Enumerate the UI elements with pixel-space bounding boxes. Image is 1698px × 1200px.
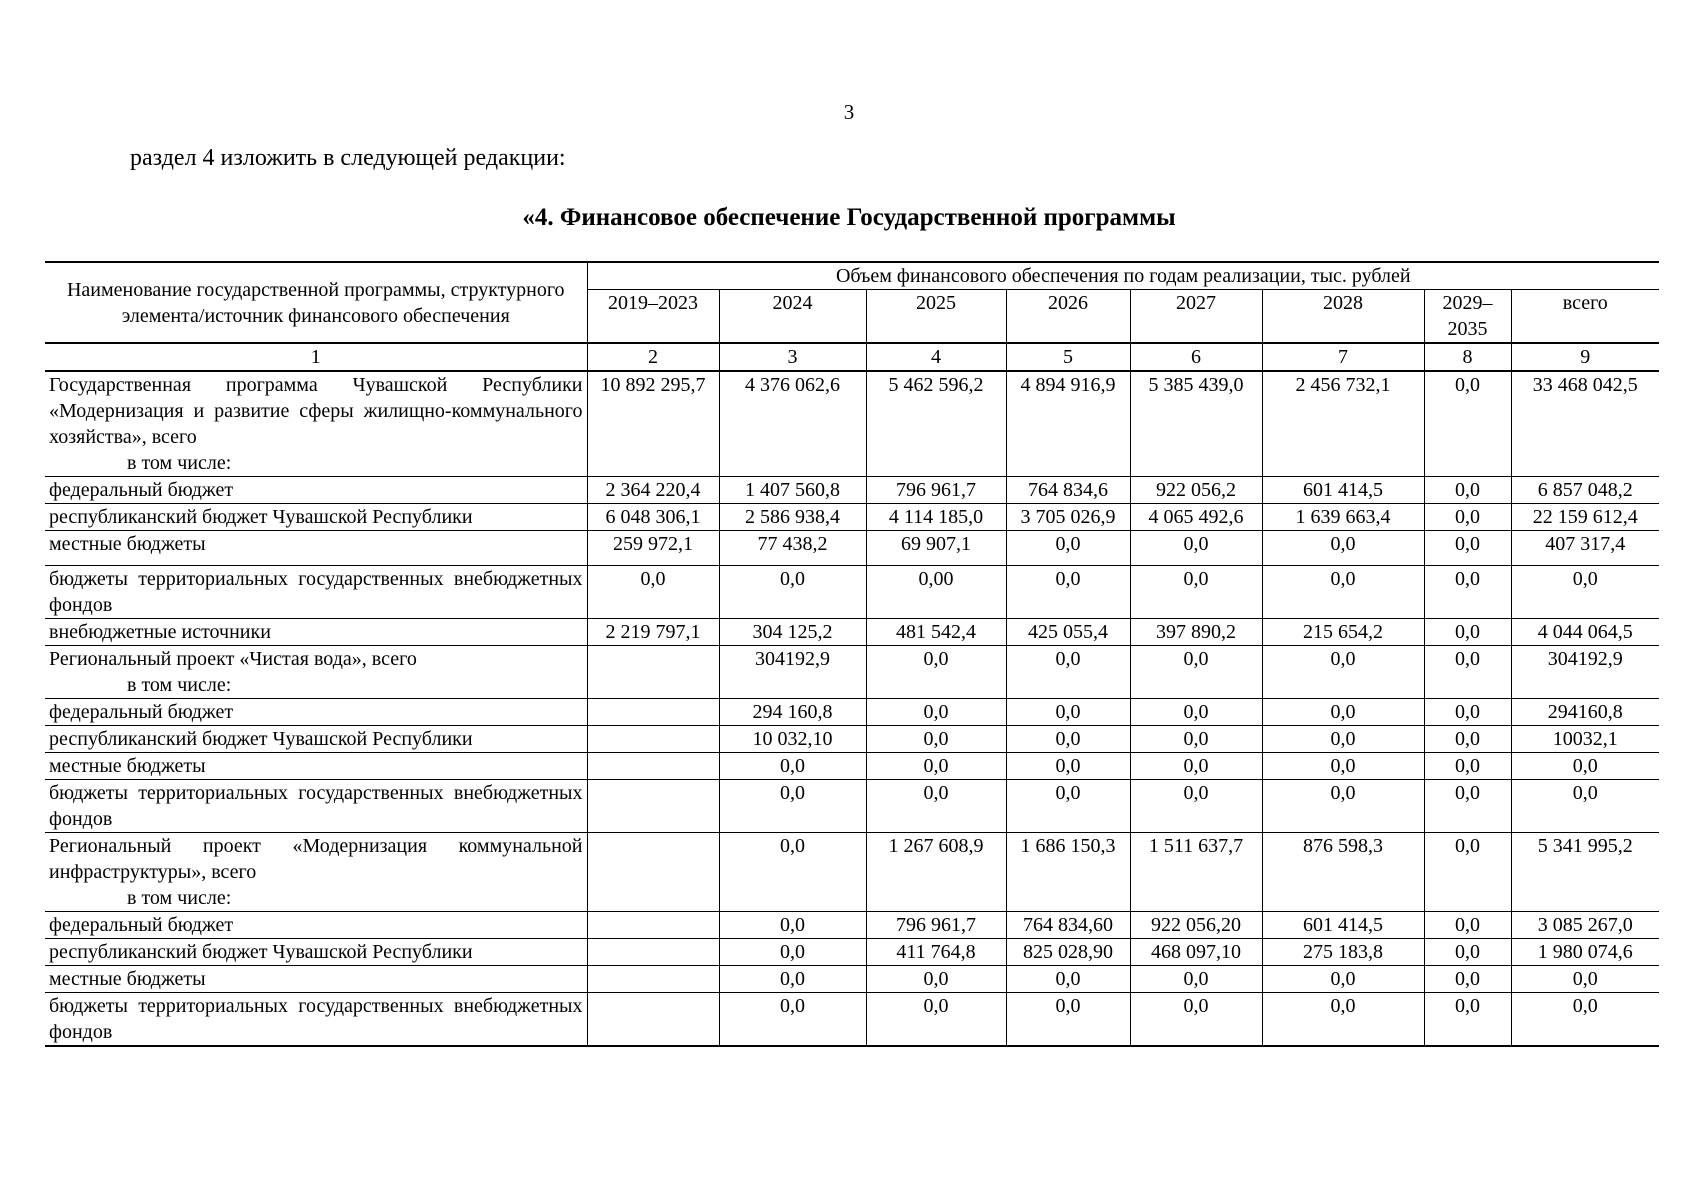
section-value-cell: 5 462 596,2 <box>866 371 1006 477</box>
section-subtitle: в том числе: <box>127 887 232 909</box>
row-value-cell: 0,00 <box>866 566 1006 619</box>
row-value-cell: 0,0 <box>719 780 866 833</box>
section-value-cell <box>587 833 719 912</box>
row-value-cell: 0,0 <box>1006 566 1130 619</box>
row-value-cell: 0,0 <box>1130 726 1262 753</box>
section-value-cell: 2 456 732,1 <box>1262 371 1424 477</box>
row-value-cell: 1 980 074,6 <box>1511 939 1659 966</box>
row-value-cell: 0,0 <box>719 939 866 966</box>
section-value-cell: 0,0 <box>719 833 866 912</box>
row-value-cell: 22 159 612,4 <box>1511 504 1659 531</box>
section-subtitle: в том числе: <box>127 452 232 474</box>
row-value-cell: 0,0 <box>1262 993 1424 1047</box>
row-value-cell <box>587 993 719 1047</box>
row-value-cell: 0,0 <box>1006 966 1130 993</box>
row-value-cell: 2 586 938,4 <box>719 504 866 531</box>
row-label: внебюджетные источники <box>45 619 587 646</box>
table-row <box>45 699 1659 726</box>
row-value-cell: 796 961,7 <box>866 912 1006 939</box>
row-value-cell: 0,0 <box>1130 531 1262 566</box>
row-value-cell: 0,0 <box>1006 531 1130 566</box>
row-value-cell: 407 317,4 <box>1511 531 1659 566</box>
row-value-cell: 2 364 220,4 <box>587 477 719 504</box>
row-value-cell: 0,0 <box>1424 504 1511 531</box>
row-value-cell: 0,0 <box>1130 699 1262 726</box>
row-value-cell: 0,0 <box>866 753 1006 780</box>
row-value-cell: 4 044 064,5 <box>1511 619 1659 646</box>
intro-text: раздел 4 изложить в следующей редакции: <box>130 145 566 171</box>
row-value-cell: 294160,8 <box>1511 699 1659 726</box>
financing-table <box>45 261 1659 1047</box>
row-value-cell: 0,0 <box>1130 780 1262 833</box>
row-value-cell: 275 183,8 <box>1262 939 1424 966</box>
row-value-cell: 0,0 <box>1424 699 1511 726</box>
row-value-cell: 69 907,1 <box>866 531 1006 566</box>
row-value-cell: 481 542,4 <box>866 619 1006 646</box>
section-value-cell: 0,0 <box>1006 646 1130 699</box>
row-label: федеральный бюджет <box>45 699 587 726</box>
table-row <box>45 966 1659 993</box>
section-value-cell: 1 686 150,3 <box>1006 833 1130 912</box>
row-value-cell: 0,0 <box>866 699 1006 726</box>
year-header: 2027 <box>1130 290 1262 344</box>
section-value-cell: 1 267 608,9 <box>866 833 1006 912</box>
row-label: федеральный бюджет <box>45 912 587 939</box>
row-value-cell: 0,0 <box>1006 753 1130 780</box>
row-value-cell: 1 639 663,4 <box>1262 504 1424 531</box>
row-value-cell: 796 961,7 <box>866 477 1006 504</box>
year-header: 2025 <box>866 290 1006 344</box>
table-row <box>45 477 1659 504</box>
section-value-cell: 0,0 <box>1130 646 1262 699</box>
year-header: 2028 <box>1262 290 1424 344</box>
row-label: местные бюджеты <box>45 531 587 566</box>
table-row <box>45 504 1659 531</box>
row-value-cell <box>587 939 719 966</box>
section-value-cell: 0,0 <box>1424 371 1511 477</box>
section-value-cell: 304192,9 <box>719 646 866 699</box>
row-value-cell: 0,0 <box>1006 699 1130 726</box>
table-row <box>45 726 1659 753</box>
row-value-cell: 601 414,5 <box>1262 912 1424 939</box>
row-value-cell: 0,0 <box>1424 966 1511 993</box>
year-header: 2029–2035 <box>1424 290 1511 344</box>
table-body <box>45 371 1659 1046</box>
row-value-cell: 922 056,20 <box>1130 912 1262 939</box>
row-value-cell: 0,0 <box>1424 477 1511 504</box>
row-value-cell <box>587 780 719 833</box>
row-value-cell: 0,0 <box>1262 780 1424 833</box>
row-value-cell: 3 705 026,9 <box>1006 504 1130 531</box>
column-number-row <box>45 343 1659 371</box>
column-number: 7 <box>1262 343 1424 371</box>
row-value-cell: 0,0 <box>719 912 866 939</box>
row-value-cell: 0,0 <box>866 726 1006 753</box>
row-value-cell: 4 065 492,6 <box>1130 504 1262 531</box>
column-number: 9 <box>1511 343 1659 371</box>
row-value-cell: 0,0 <box>1262 531 1424 566</box>
section-value-cell: 5 385 439,0 <box>1130 371 1262 477</box>
table-row <box>45 780 1659 833</box>
row-value-cell: 0,0 <box>719 966 866 993</box>
row-label: бюджеты территориальных государственных внебюджетных фондов <box>45 780 587 833</box>
row-label: бюджеты территориальных государственных внебюджетных фондов <box>45 993 587 1047</box>
name-column-header: Наименование государственной программы, структурного элемента/источник финансового обеспечения <box>45 262 587 343</box>
row-label: республиканский бюджет Чувашской Республики <box>45 726 587 753</box>
row-value-cell <box>587 699 719 726</box>
row-value-cell: 0,0 <box>1130 753 1262 780</box>
row-value-cell: 0,0 <box>1424 753 1511 780</box>
section-value-cell: 0,0 <box>1424 833 1511 912</box>
table-row <box>45 531 1659 566</box>
row-value-cell: 764 834,6 <box>1006 477 1130 504</box>
row-value-cell: 0,0 <box>1511 993 1659 1047</box>
row-value-cell: 0,0 <box>1424 619 1511 646</box>
row-value-cell <box>587 912 719 939</box>
section-value-cell: 0,0 <box>866 646 1006 699</box>
section-name-cell <box>45 646 587 699</box>
row-value-cell: 1 407 560,8 <box>719 477 866 504</box>
table-header-row <box>45 262 1659 290</box>
row-value-cell: 0,0 <box>1262 966 1424 993</box>
row-label: федеральный бюджет <box>45 477 587 504</box>
row-value-cell: 259 972,1 <box>587 531 719 566</box>
row-value-cell: 0,0 <box>1424 939 1511 966</box>
row-value-cell: 0,0 <box>1262 726 1424 753</box>
row-value-cell: 0,0 <box>1262 699 1424 726</box>
row-value-cell: 0,0 <box>1424 566 1511 619</box>
row-value-cell: 764 834,60 <box>1006 912 1130 939</box>
row-label: республиканский бюджет Чувашской Республики <box>45 504 587 531</box>
row-value-cell <box>587 966 719 993</box>
row-label: республиканский бюджет Чувашской Республики <box>45 939 587 966</box>
row-value-cell: 0,0 <box>866 780 1006 833</box>
section-row <box>45 371 1659 477</box>
row-value-cell: 0,0 <box>1130 966 1262 993</box>
row-value-cell: 0,0 <box>1006 993 1130 1047</box>
row-value-cell: 0,0 <box>1424 780 1511 833</box>
row-value-cell: 468 097,10 <box>1130 939 1262 966</box>
table-row <box>45 939 1659 966</box>
row-value-cell: 10 032,10 <box>719 726 866 753</box>
row-label: местные бюджеты <box>45 753 587 780</box>
section-heading: «4. Финансовое обеспечение Государственной программы <box>522 204 1176 231</box>
table-row <box>45 753 1659 780</box>
section-value-cell: 10 892 295,7 <box>587 371 719 477</box>
column-number: 8 <box>1424 343 1511 371</box>
section-title: Региональный проект «Модернизация коммунальной инфраструктуры», всего <box>49 835 583 883</box>
table-row <box>45 619 1659 646</box>
row-value-cell: 0,0 <box>866 993 1006 1047</box>
table-row <box>45 912 1659 939</box>
row-value-cell: 0,0 <box>1424 912 1511 939</box>
section-name-cell <box>45 833 587 912</box>
row-value-cell: 10032,1 <box>1511 726 1659 753</box>
year-header: всего <box>1511 290 1659 344</box>
section-value-cell: 304192,9 <box>1511 646 1659 699</box>
row-value-cell: 601 414,5 <box>1262 477 1424 504</box>
section-title: Региональный проект «Чистая вода», всего <box>49 648 417 670</box>
year-header: 2024 <box>719 290 866 344</box>
column-number: 4 <box>866 343 1006 371</box>
row-value-cell: 0,0 <box>1424 531 1511 566</box>
page-number: 3 <box>843 100 855 124</box>
row-value-cell: 4 114 185,0 <box>866 504 1006 531</box>
row-value-cell: 0,0 <box>1130 993 1262 1047</box>
row-value-cell: 0,0 <box>719 566 866 619</box>
section-value-cell <box>587 646 719 699</box>
row-value-cell: 0,0 <box>1424 726 1511 753</box>
row-value-cell: 215 654,2 <box>1262 619 1424 646</box>
year-header: 2026 <box>1006 290 1130 344</box>
row-value-cell: 0,0 <box>1006 726 1130 753</box>
row-value-cell: 0,0 <box>587 566 719 619</box>
row-value-cell: 0,0 <box>719 993 866 1047</box>
row-value-cell: 0,0 <box>1511 566 1659 619</box>
row-value-cell: 2 219 797,1 <box>587 619 719 646</box>
section-subtitle: в том числе: <box>127 674 232 696</box>
section-value-cell: 4 376 062,6 <box>719 371 866 477</box>
year-header: 2019–2023 <box>587 290 719 344</box>
section-value-cell: 876 598,3 <box>1262 833 1424 912</box>
section-value-cell: 0,0 <box>1262 646 1424 699</box>
row-value-cell: 0,0 <box>1511 780 1659 833</box>
row-label: местные бюджеты <box>45 966 587 993</box>
section-title: Государственная программа Чувашской Республики «Модернизация и развитие сферы жилищно-коммунального хозяйства», всего <box>49 374 583 448</box>
column-number: 2 <box>587 343 719 371</box>
section-value-cell: 5 341 995,2 <box>1511 833 1659 912</box>
column-number: 3 <box>719 343 866 371</box>
column-number: 6 <box>1130 343 1262 371</box>
section-row <box>45 646 1659 699</box>
row-value-cell: 425 055,4 <box>1006 619 1130 646</box>
row-value-cell: 0,0 <box>1130 566 1262 619</box>
row-value-cell: 397 890,2 <box>1130 619 1262 646</box>
row-value-cell: 0,0 <box>719 753 866 780</box>
row-value-cell: 0,0 <box>1006 780 1130 833</box>
column-number: 5 <box>1006 343 1130 371</box>
row-value-cell: 922 056,2 <box>1130 477 1262 504</box>
row-value-cell <box>587 726 719 753</box>
section-row <box>45 833 1659 912</box>
row-value-cell: 411 764,8 <box>866 939 1006 966</box>
row-value-cell: 0,0 <box>1511 966 1659 993</box>
table-row <box>45 566 1659 619</box>
row-value-cell: 0,0 <box>1262 753 1424 780</box>
row-value-cell: 3 085 267,0 <box>1511 912 1659 939</box>
row-value-cell: 294 160,8 <box>719 699 866 726</box>
section-value-cell: 4 894 916,9 <box>1006 371 1130 477</box>
row-value-cell: 0,0 <box>866 966 1006 993</box>
row-value-cell: 0,0 <box>1424 993 1511 1047</box>
section-value-cell: 33 468 042,5 <box>1511 371 1659 477</box>
row-value-cell: 0,0 <box>1262 566 1424 619</box>
column-number: 1 <box>45 343 587 371</box>
row-value-cell: 304 125,2 <box>719 619 866 646</box>
financing-group-header: Объем финансового обеспечения по годам реализации, тыс. рублей <box>587 262 1659 290</box>
row-value-cell: 825 028,90 <box>1006 939 1130 966</box>
row-value-cell: 6 048 306,1 <box>587 504 719 531</box>
table-row <box>45 993 1659 1047</box>
row-label: бюджеты территориальных государственных внебюджетных фондов <box>45 566 587 619</box>
row-value-cell: 77 438,2 <box>719 531 866 566</box>
section-name-cell <box>45 371 587 477</box>
section-value-cell: 1 511 637,7 <box>1130 833 1262 912</box>
section-value-cell: 0,0 <box>1424 646 1511 699</box>
row-value-cell: 0,0 <box>1511 753 1659 780</box>
row-value-cell: 6 857 048,2 <box>1511 477 1659 504</box>
row-value-cell <box>587 753 719 780</box>
